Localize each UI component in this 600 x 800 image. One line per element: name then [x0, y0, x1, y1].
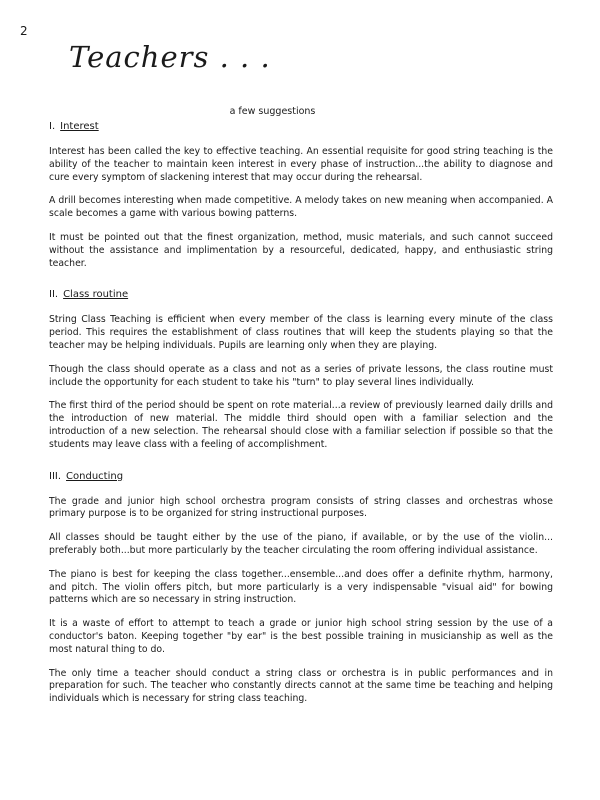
section-heading: [49, 120, 553, 134]
section-heading: [49, 470, 553, 484]
paragraph: Interest has been called the key to effective teaching. An essential requisite for good string teaching is the ability of the teacher to maintain keen interest in every phase of instruction...the ability to diagnose and cure every symptom of slackening interest that may occur during the rehearsal.: [49, 146, 553, 183]
paragraph: String Class Teaching is efficient when every member of the class is learning every minute of the class period. This requires the establishment of class routines that will keep the students playing so that the teacher may be helping individuals. Pupils are learning only when they are playing.: [49, 314, 553, 351]
page-subtitle: a few suggestions: [229, 106, 316, 117]
section-number: I.: [49, 121, 56, 132]
document-body: [49, 120, 553, 706]
paragraph: It is a waste of effort to attempt to teach a grade or junior high school string session by the use of a conductor's baton. Keeping together "by ear" is the best possible training in musicianship as well as the most natural thing to do.: [49, 618, 553, 655]
section-heading: [49, 288, 553, 302]
paragraph: The only time a teacher should conduct a string class or orchestra is in public performances and in preparation for such. The teacher who constantly directs cannot at the same time be teaching and helping individuals which is necessary for string class teaching.: [49, 667, 553, 705]
section-number: II.: [49, 289, 59, 301]
section-number: III.: [49, 470, 62, 482]
paragraph: The grade and junior high school orchestra program consists of string classes and orchestras whose primary purpose is to be organized for string instructional purposes.: [49, 495, 553, 520]
paragraph: It must be pointed out that the finest organization, method, music materials, and such cannot succeed without the assistance and implimentation by a resourceful, dedicated, happy, and enthusiastic string teacher.: [49, 231, 553, 269]
section-interest: [49, 120, 553, 270]
section-conducting: [49, 470, 553, 706]
section-title: Class routine: [63, 289, 129, 301]
paragraph: All classes should be taught either by the use of the piano, if available, or by the use of the violin... preferably both...but more particularly by the teacher circulating the room offering individual assistance.: [49, 532, 553, 556]
section-title: Interest: [60, 121, 99, 132]
section-class-routine: [49, 288, 553, 451]
paragraph: A drill becomes interesting when made competitive. A melody takes on new meaning when accompanied. A scale becomes a game with various bowing patterns.: [49, 195, 553, 220]
page-number: 2: [20, 24, 28, 38]
page-title: Teachers . . .: [69, 40, 271, 74]
paragraph: The piano is best for keeping the class together...ensemble...and does offer a definite rhythm, harmony, and pitch. The violin offers pitch, but more particularly is a very indispensable "visual aid" for bowing patterns which are so necessary in string instruction.: [49, 568, 553, 606]
section-title: Conducting: [66, 470, 124, 482]
paragraph: Though the class should operate as a class and not as a series of private lessons, the class routine must include the opportunity for each student to take his "turn" to play several lines individually.: [49, 363, 553, 388]
paragraph: The first third of the period should be spent on rote material...a review of previously learned daily drills and the introduction of new material. The middle third should open with a familiar selection and the introduction of a new selection. The rehearsal should close with a familiar selection if possible so that the students may leave class with a feeling of accomplishment.: [49, 400, 553, 450]
